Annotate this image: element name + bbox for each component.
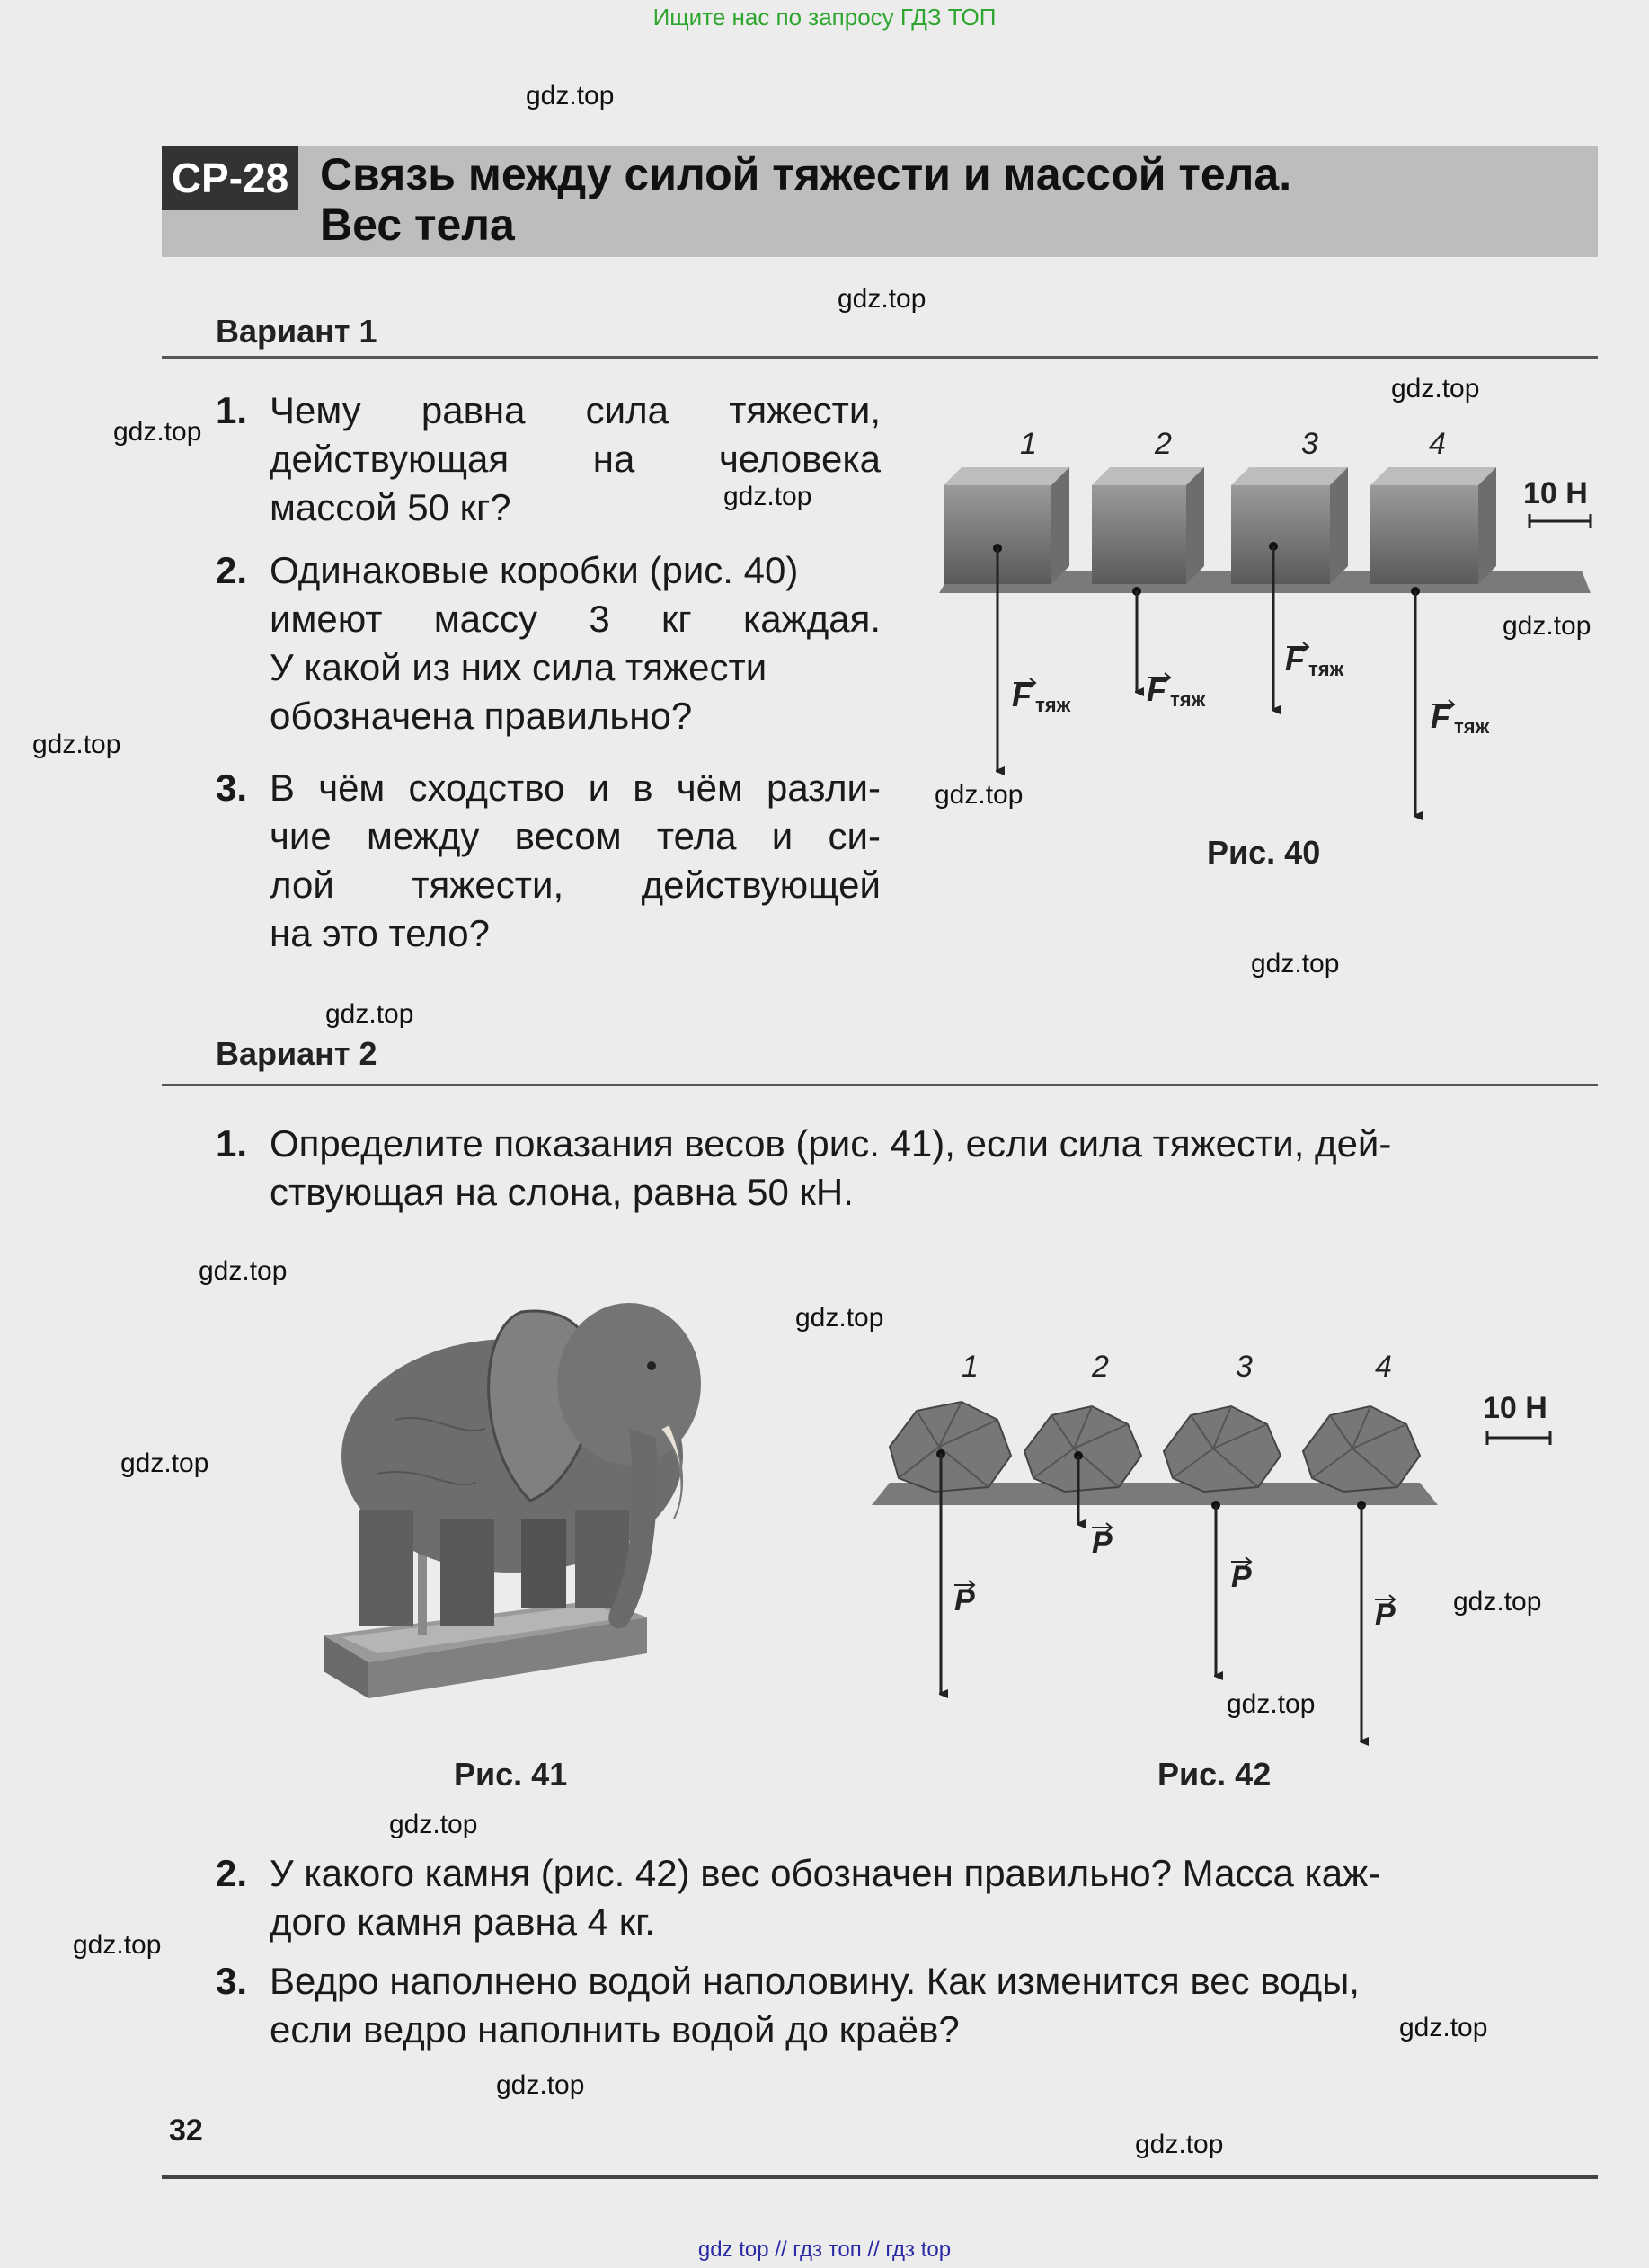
question-line: обозначена правильно? (270, 695, 693, 737)
stone-label: 3 (1236, 1350, 1253, 1384)
weight-label (1231, 1557, 1252, 1594)
watermark: gdz.top (199, 1256, 288, 1286)
box-3 (1231, 467, 1348, 584)
page-number: 32 (169, 2113, 203, 2148)
question-1 (216, 386, 881, 539)
question-line: Ведро наполнено водой наполовину. Как изменится вес воды, (270, 1960, 1360, 2002)
figure-42 (863, 1339, 1573, 1752)
question-line: Чему равна сила тяжести, (270, 389, 881, 431)
question-number: 2. (216, 549, 248, 591)
stone-2 (1024, 1406, 1141, 1492)
weight-label (954, 1581, 975, 1617)
watermark: gdz.top (1399, 2013, 1488, 2042)
svg-text:P: P (1092, 1526, 1113, 1560)
box-label: 4 (1429, 427, 1446, 461)
question-line: имеют массу 3 кг каждая. (270, 598, 881, 640)
svg-text:тяж: тяж (1308, 658, 1344, 680)
scale-bar (1529, 514, 1591, 528)
footer-links[interactable]: gdz top // гдз топ // гдз top (697, 2237, 952, 2262)
svg-text:тяж: тяж (1035, 694, 1071, 716)
force-label (1012, 677, 1071, 716)
box-1 (944, 467, 1069, 584)
svg-text:F: F (1147, 671, 1166, 708)
weight-label (1092, 1523, 1113, 1560)
watermark: gdz.top (389, 1810, 478, 1839)
question-line: ствующая на слона, равна 50 кН. (270, 1171, 854, 1213)
question-number: 2. (216, 1852, 248, 1894)
stone-label: 2 (1092, 1350, 1109, 1384)
question-2 (216, 1849, 1600, 1948)
variant-2-label: Вариант 2 (216, 1035, 377, 1072)
elephant (341, 1303, 701, 1628)
question-line: лой тяжести, действующей (270, 864, 881, 906)
section-badge: СР-28 (162, 146, 298, 210)
box-label: 3 (1301, 427, 1318, 461)
watermark: gdz.top (113, 417, 202, 447)
question-line: массой 50 кг? (270, 486, 511, 528)
question-line: если ведро наполнить водой до краёв? (270, 2008, 960, 2051)
top-banner[interactable]: Ищите нас по запросу ГДЗ ТОП (652, 4, 997, 31)
question-number: 1. (216, 389, 248, 431)
svg-text:F: F (1012, 677, 1032, 713)
scale-bar (1487, 1431, 1550, 1445)
force-label (1431, 698, 1490, 738)
svg-text:P: P (1375, 1598, 1396, 1632)
question-line: У какой из них сила тяжести (270, 646, 767, 688)
question-line: на это тело? (270, 912, 490, 954)
weight-label (1375, 1595, 1396, 1632)
question-line: дого камня равна 4 кг. (270, 1900, 655, 1943)
svg-text:P: P (1231, 1560, 1252, 1594)
svg-text:F: F (1431, 698, 1450, 735)
watermark: gdz.top (526, 81, 615, 111)
question-number: 3. (216, 766, 248, 809)
watermark: gdz.top (723, 482, 812, 511)
question-3 (216, 1957, 1600, 2056)
box-label: 2 (1155, 427, 1172, 461)
watermark: gdz.top (496, 2070, 585, 2100)
force-label (1147, 671, 1206, 711)
question-line: Одинаковые коробки (рис. 40) (270, 549, 799, 591)
title-line: Вес тела (320, 199, 515, 250)
stone-label: 4 (1375, 1350, 1392, 1384)
question-line: В чём сходство и в чём разли- (270, 766, 881, 809)
stone-label: 1 (962, 1350, 979, 1384)
question-line: действующая на человека (270, 438, 881, 480)
bottom-rule (162, 2175, 1598, 2179)
question-number: 1. (216, 1122, 248, 1165)
svg-text:P: P (954, 1583, 975, 1617)
figure-42-caption: Рис. 42 (1157, 1756, 1272, 1793)
svg-text:F: F (1285, 641, 1305, 678)
box-2 (1092, 467, 1204, 584)
force-label (1285, 641, 1344, 680)
question-number: 3. (216, 1960, 248, 2002)
question-3 (216, 764, 881, 961)
figure-41 (306, 1276, 917, 1743)
question-1 (216, 1120, 1600, 1218)
figure-40-caption: Рис. 40 (1207, 834, 1321, 871)
question-line: чие между весом тела и си- (270, 815, 881, 857)
watermark: gdz.top (1135, 2130, 1224, 2159)
watermark: gdz.top (1503, 611, 1591, 641)
variant-1-label: Вариант 1 (216, 313, 377, 350)
stone-4 (1303, 1406, 1420, 1492)
question-2 (216, 546, 881, 744)
watermark: gdz.top (1227, 1689, 1316, 1719)
svg-text:тяж: тяж (1170, 688, 1206, 711)
stone-1 (890, 1402, 1011, 1492)
divider (162, 356, 1598, 359)
watermark: gdz.top (120, 1449, 209, 1478)
watermark: gdz.top (838, 284, 926, 314)
figure-40 (926, 422, 1618, 890)
question-line: Определите показания весов (рис. 41), если сила тяжести, дей- (270, 1122, 1392, 1165)
watermark: gdz.top (73, 1930, 162, 1960)
watermark: gdz.top (1391, 374, 1480, 403)
title-line: Связь между силой тяжести и массой тела. (320, 149, 1292, 199)
watermark: gdz.top (1251, 949, 1340, 979)
scale-label: 10 Н (1523, 476, 1588, 510)
figure-41-caption: Рис. 41 (454, 1756, 568, 1793)
watermark: gdz.top (795, 1303, 884, 1333)
watermark: gdz.top (32, 730, 121, 759)
scale-label: 10 Н (1483, 1391, 1547, 1425)
watermark: gdz.top (935, 780, 1024, 810)
box-4 (1370, 467, 1496, 584)
box-label: 1 (1020, 427, 1037, 461)
watermark: gdz.top (1453, 1587, 1542, 1617)
svg-text:тяж: тяж (1454, 715, 1490, 738)
divider (162, 1084, 1598, 1086)
question-line: У какого камня (рис. 42) вес обозначен правильно? Масса каж- (270, 1852, 1381, 1894)
watermark: gdz.top (325, 999, 414, 1029)
page-title (320, 149, 1291, 250)
stone-3 (1164, 1406, 1281, 1492)
